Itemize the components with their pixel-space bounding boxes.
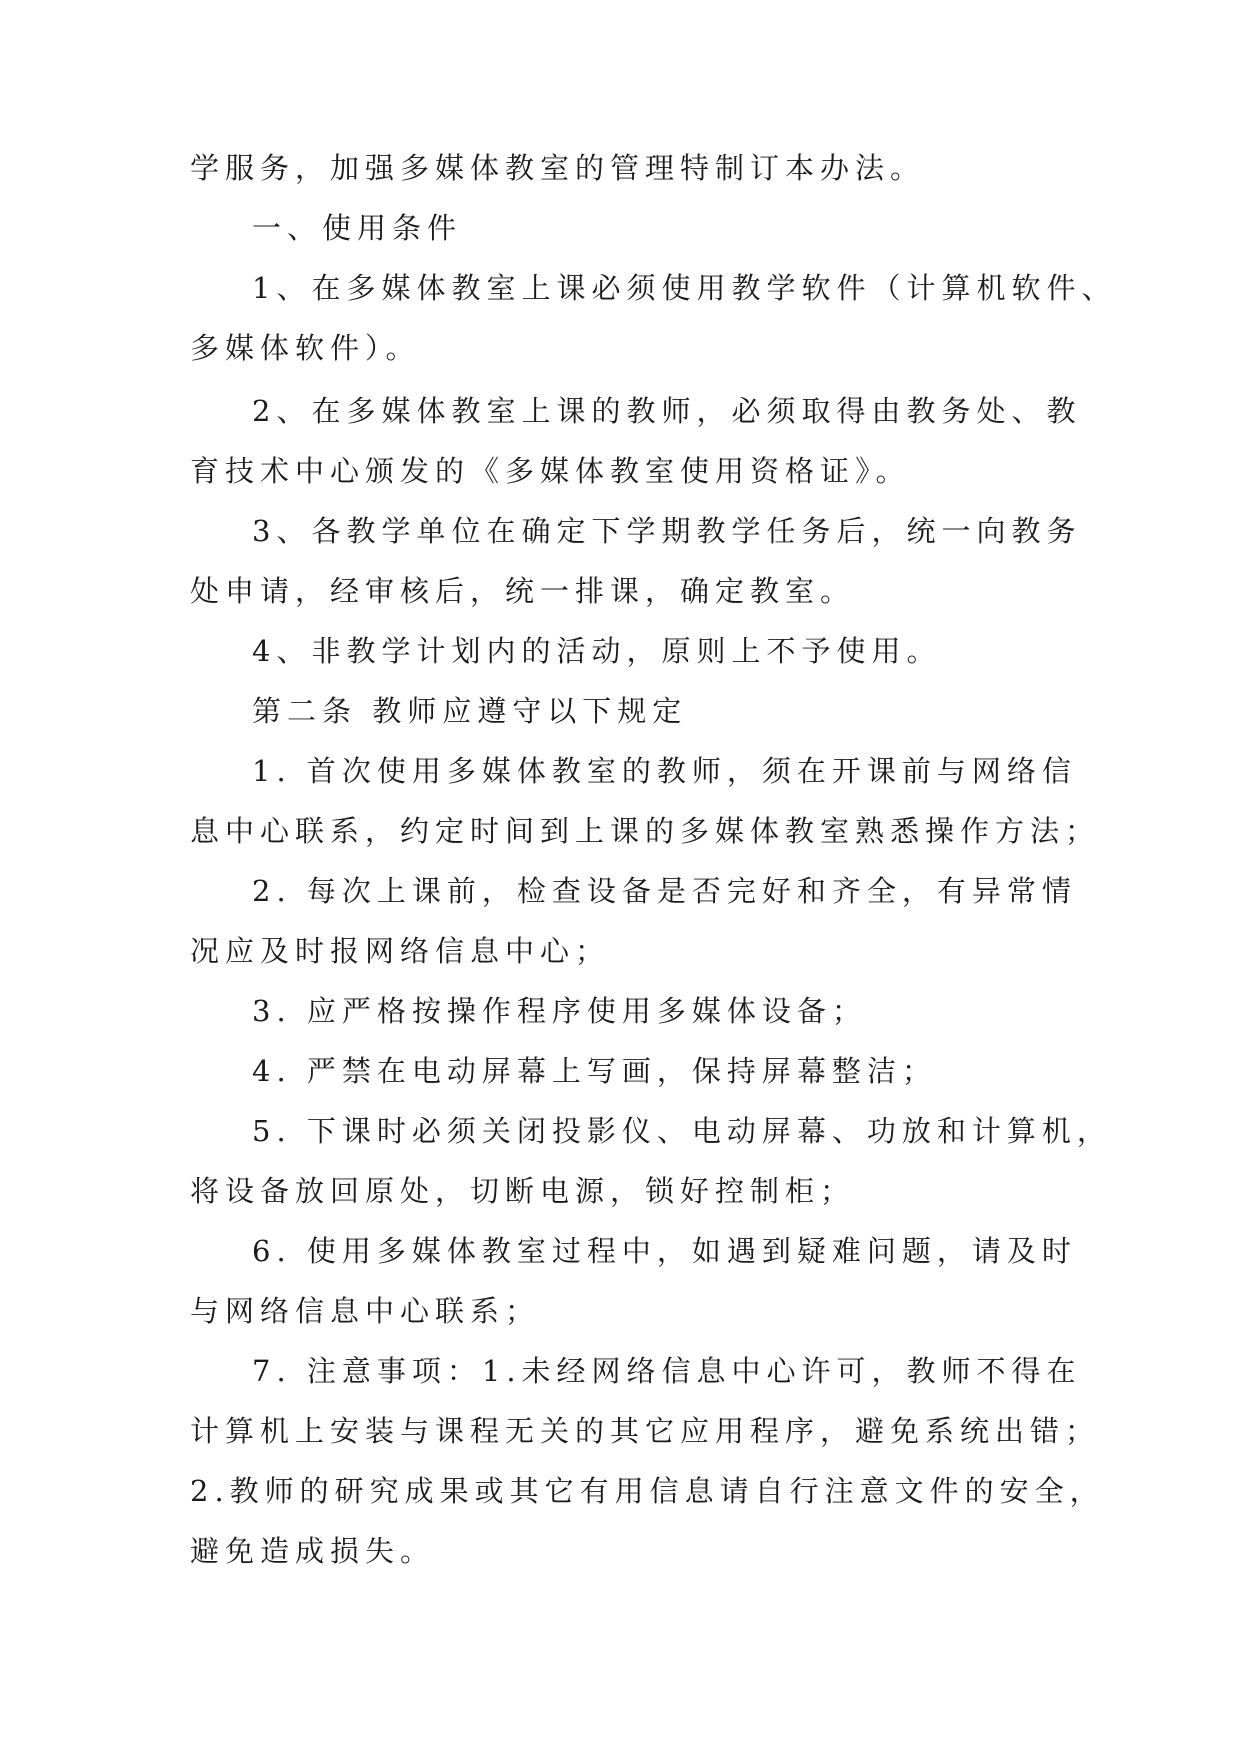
text-line-24: 避免造成损失。 bbox=[190, 1534, 436, 1568]
text-line-17: 5. 下课时必须关闭投影仪、电动屏幕、功放和计算机， bbox=[252, 1114, 1112, 1148]
text-line-20: 与网络信息中心联系； bbox=[190, 1294, 541, 1328]
text-line-6: 育技术中心颁发的《多媒体教室使用资格证》。 bbox=[190, 454, 911, 488]
text-line-22: 计算机上安装与课程无关的其它应用程序，避免系统出错； bbox=[190, 1414, 1101, 1448]
text-line-11: 1. 首次使用多媒体教室的教师，须在开课前与网络信 bbox=[252, 754, 1077, 788]
text-line-5: 2、在多媒体教室上课的教师，必须取得由教务处、教 bbox=[252, 394, 1082, 428]
text-line-3: 1、在多媒体教室上课必须使用教学软件（计算机软件、 bbox=[252, 271, 1117, 305]
text-line-14: 况应及时报网络信息中心； bbox=[190, 934, 611, 968]
text-line-15: 3. 应严格按操作程序使用多媒体设备； bbox=[252, 994, 867, 1028]
text-line-9: 4、非教学计划内的活动，原则上不予使用。 bbox=[252, 634, 942, 668]
text-line-13: 2. 每次上课前，检查设备是否完好和齐全，有异常情 bbox=[252, 874, 1077, 908]
text-line-8: 处申请，经审核后，统一排课，确定教室。 bbox=[190, 574, 856, 608]
text-line-21: 7. 注意事项：1.未经网络信息中心许可，教师不得在 bbox=[252, 1354, 1082, 1388]
text-line-19: 6. 使用多媒体教室过程中，如遇到疑难问题，请及时 bbox=[252, 1234, 1077, 1268]
text-line-1: 学服务，加强多媒体教室的管理特制订本办法。 bbox=[190, 151, 926, 185]
text-line-12: 息中心联系，约定时间到上课的多媒体教室熟悉操作方法； bbox=[190, 814, 1101, 848]
text-line-23: 2.教师的研究成果或其它有用信息请自行注意文件的安全， bbox=[190, 1474, 1105, 1508]
section-heading-article-two: 第二条 教师应遵守以下规定 bbox=[252, 694, 688, 728]
text-line-7: 3、各教学单位在确定下学期教学任务后，统一向教务 bbox=[252, 514, 1082, 548]
text-line-18: 将设备放回原处，切断电源，锁好控制柜； bbox=[190, 1174, 856, 1208]
text-line-4: 多媒体软件）。 bbox=[190, 331, 421, 365]
text-line-16: 4. 严禁在电动屏幕上写画，保持屏幕整洁； bbox=[252, 1054, 937, 1088]
section-heading-usage-conditions: 一、使用条件 bbox=[252, 211, 463, 245]
